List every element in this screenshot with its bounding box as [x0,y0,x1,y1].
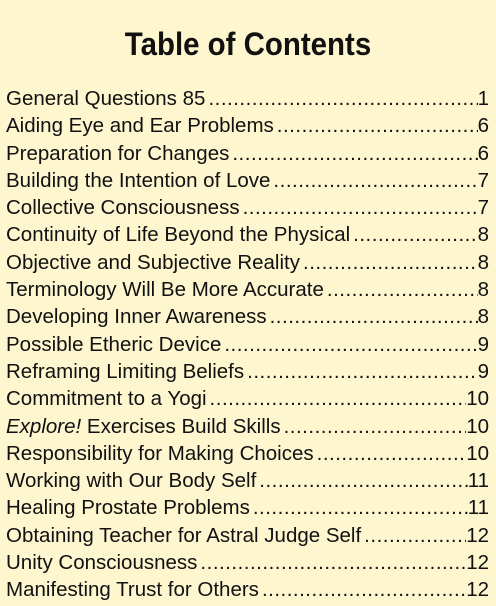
toc-dot-leader [300,249,478,276]
toc-entry-page: 12 [466,523,489,547]
toc-entry[interactable] [6,249,489,276]
toc-dot-leader [267,303,478,330]
toc-entry-title [6,249,300,276]
toc-entry[interactable] [6,276,489,303]
toc-entry-title [6,467,256,494]
toc-entry-title [6,358,244,385]
toc-entry-text: Building the Intention of Love [6,168,271,192]
toc-dot-leader [197,549,466,576]
toc-entry[interactable] [6,194,489,221]
toc-entry-page: 7 [477,168,489,192]
toc-entry-title [6,112,274,139]
toc-entry-text: Exercises Build Skills [81,414,281,438]
page-title: Table of Contents [124,26,372,63]
toc-entry[interactable] [6,522,489,549]
toc-entry-title [6,194,240,221]
toc-entry-text: Continuity of Life Beyond the Physical [6,223,351,247]
toc-entry-page: 9 [477,359,489,383]
toc-entry-text: Possible Etheric Device [6,332,222,356]
toc-entry[interactable] [6,413,489,440]
toc-dot-leader [207,385,467,412]
toc-entry-title [6,221,350,248]
toc-list [6,85,489,604]
toc-entry-emphasis: Explore! [6,414,82,438]
toc-entry[interactable] [6,331,489,358]
toc-entry-page: 10 [466,441,489,465]
toc-entry-text: Working with Our Body Self [6,469,257,493]
toc-entry-text: Terminology Will Be More Accurate [6,278,324,302]
toc-entry[interactable] [6,385,489,412]
toc-entry-title [6,494,250,521]
toc-entry[interactable] [6,303,489,330]
toc-entry-text: Responsibility for Making Choices [6,441,314,465]
toc-dot-leader [361,522,466,549]
toc-entry[interactable] [6,167,489,194]
toc-entry-page: 6 [477,114,489,138]
toc-entry-title [6,303,267,330]
toc-entry-page: 6 [477,141,489,165]
toc-entry-text: Manifesting Trust for Others [6,578,259,602]
toc-entry-title [6,276,324,303]
toc-dot-leader [250,494,468,521]
toc-entry-page: 12 [466,578,489,602]
toc-entry-page: 8 [477,278,489,302]
toc-entry-title [6,85,205,112]
toc-dot-leader [205,85,477,112]
toc-entry-text: Collective Consciousness [6,196,240,220]
toc-entry-text: General Questions 85 [6,87,206,110]
toc-dot-leader [314,440,467,467]
toc-dot-leader [259,576,466,603]
toc-entry-page: 11 [467,469,489,493]
toc-entry-title [6,576,259,603]
toc-entry-text: Obtaining Teacher for Astral Judge Self [6,523,362,547]
toc-entry-page: 1 [477,87,489,110]
toc-dot-leader [274,112,478,139]
toc-entry-page: 7 [477,196,489,220]
toc-entry[interactable] [6,221,489,248]
toc-dot-leader [270,167,477,194]
toc-entry-text: Unity Consciousness [6,551,198,575]
toc-entry[interactable] [6,112,489,139]
toc-entry[interactable] [6,467,489,494]
toc-entry-title [6,140,229,167]
toc-entry-title [6,440,314,467]
toc-entry-text: Objective and Subjective Reality [6,250,300,274]
toc-entry-title [6,549,197,576]
toc-entry[interactable] [6,549,489,576]
toc-entry-title [6,522,361,549]
toc-dot-leader [244,358,477,385]
toc-entry-page: 10 [466,387,489,411]
toc-entry[interactable] [6,85,489,112]
toc-entry-text: Developing Inner Awareness [6,305,267,329]
toc-entry-text: Aiding Eye and Ear Problems [6,114,274,138]
toc-entry-page: 12 [466,551,489,575]
toc-entry-page: 8 [477,223,489,247]
toc-dot-leader [281,413,467,440]
toc-entry-title [6,167,270,194]
toc-entry-page: 10 [466,414,489,438]
toc-dot-leader [324,276,478,303]
toc-entry[interactable] [6,440,489,467]
toc-entry[interactable] [6,494,489,521]
toc-entry-title [6,331,221,358]
toc-entry-page: 8 [477,305,489,329]
toc-entry-page: 11 [467,496,489,520]
toc-entry[interactable] [6,140,489,167]
toc-dot-leader [240,194,478,221]
toc-dot-leader [350,221,477,248]
toc-dot-leader [221,331,477,358]
toc-entry-text: Commitment to a Yogi [6,387,207,411]
toc-entry-text: Preparation for Changes [6,141,230,165]
toc-dot-leader [229,140,477,167]
toc-entry-text: Healing Prostate Problems [6,496,250,520]
toc-entry-text: Reframing Limiting Beliefs [6,359,245,383]
toc-entry-title [6,413,281,440]
toc-entry-page: 8 [477,250,489,274]
toc-dot-leader [256,467,467,494]
toc-entry-title [6,385,207,412]
toc-entry-page: 9 [477,332,489,356]
toc-entry[interactable] [6,576,489,603]
toc-entry[interactable] [6,358,489,385]
